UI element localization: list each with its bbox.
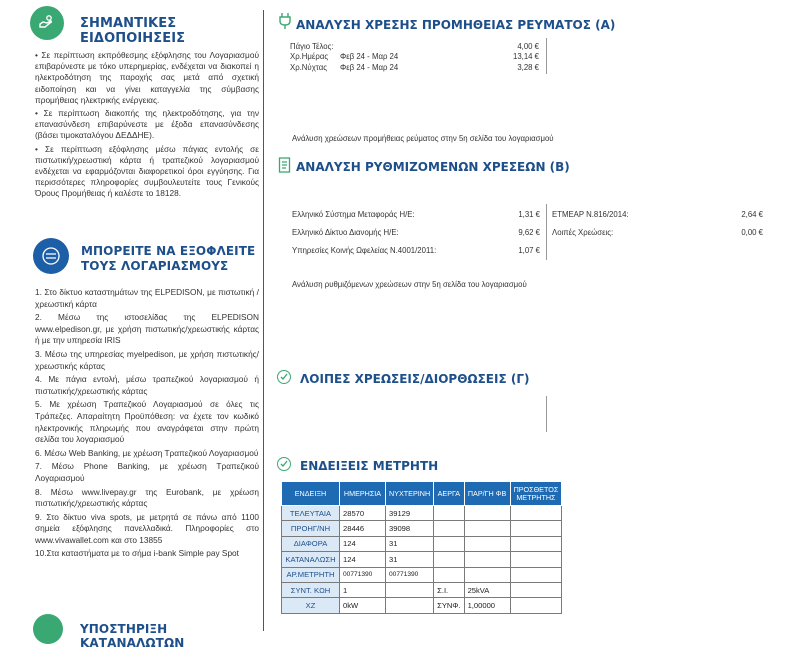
day-charge-period: Φεβ 24 - Μαρ 24 [340,52,399,61]
other-charges-label: Λοιπές Χρεώσεις: [552,228,614,237]
public-service-value: 1,07 € [518,246,540,255]
table-row [282,521,562,536]
distribution-value: 9,62 € [518,228,540,237]
day-charge-label: Χρ.Ημέρας [290,52,329,61]
table-row [282,506,562,521]
payment-item: 9. Στο δίκτυο viva spots, με μετρητά σε πάνω από 1100 σημεία εξόφλησης πανελλαδικά. Πληροφορίες στο www.vivawallet.com και στο 13855 [35,511,259,545]
table-cell [510,567,562,582]
day-charge-value: 13,14 € [512,52,539,61]
row-label: ΣΥΝΤ. ΚΩΗ [282,582,340,597]
table-cell: 00771390 [340,567,386,582]
plug-icon [278,12,292,28]
divider [546,38,547,74]
table-row [282,536,562,551]
payment-item: 8. Μέσω www.livepay.gr της Eurobank, με χρέωση πιστωτικής/χρεωστικής κάρτας [35,486,259,509]
table-cell: 1,00000 [464,598,510,613]
table-row [282,567,562,582]
table-row [282,598,562,613]
payment-item: 3. Μέσω της υπηρεσίας myelpedison, με χρήση πιστωτικής/χρεωστικής κάρτας [35,348,259,371]
table-cell [464,552,510,567]
fixed-fee-label: Πάγιο Τέλος: [290,42,334,51]
table-cell [434,521,464,536]
section-c-title: ΛΟΙΠΕΣ ΧΡΕΩΣΕΙΣ/ΔΙΟΡΘΩΣΕΙΣ (Γ) [300,372,530,386]
row-label: ΚΑΤΑΝΑΛΩΣΗ [282,552,340,567]
payment-item: 5. Με χρέωση Τραπεζικού Λογαριασμού σε όλες τις Τράπεζες. Απαραίτητη Προϋπόθεση: να έχετε τον κωδικό ηλεκτρονικής πληρωμής που αναγράφεται στην πρώτη σελίδα του λογαριασμού [35,399,259,445]
table-header-row [282,482,562,506]
table-cell: 0kW [340,598,386,613]
right-column [272,0,800,631]
notice-item: • Σε περίπτωση διακοπής της ηλεκτροδότησης, για την επανασύνδεση επιβαρύνεστε με έξοδα επανασύνδεσης (βάσει τιμοκαταλόγου ΔΕΔΔΗΕ). [35,108,259,141]
table-cell [464,536,510,551]
other-charges-value: 0,00 € [741,228,763,237]
column-header: ΕΝΔΕΙΞΗ [282,482,340,506]
divider [546,204,547,260]
table-cell [386,598,434,613]
divider [546,396,547,432]
table-cell [434,506,464,521]
column-header: ΝΥΧΤΕΡΙΝΗ [386,482,434,506]
column-header: ΑΕΡΓΑ [434,482,464,506]
table-cell: 39098 [386,521,434,536]
table-cell: 31 [386,552,434,567]
notice-hand-icon [30,6,64,40]
table-cell: 124 [340,552,386,567]
payment-item: 1. Στο δίκτυο καταστημάτων της ELPEDISON, με πιστωτική / χρεωστική κάρτα [35,287,259,309]
table-cell [510,521,562,536]
table-cell [464,521,510,536]
table-cell: 28570 [340,506,386,521]
table-cell: 00771390 [386,567,434,582]
payment-item: 4. Με πάγια εντολή, μέσω τραπεζικού λογαριασμού ή πιστωτικής/χρεωστικής κάρτας [35,374,259,396]
night-charge-label: Χρ.Νύχτας [290,63,328,72]
table-cell [434,536,464,551]
night-charge-period: Φεβ 24 - Μαρ 24 [340,63,399,72]
notices-text [35,50,259,202]
row-label: ΑΡ.ΜΕΤΡΗΤΗ [282,567,340,582]
row-label: ΤΕΛΕΥΤΑΙΑ [282,506,340,521]
column-header: ΠΑΡ/ΓΗ ΦΒ [464,482,510,506]
table-cell: 39129 [386,506,434,521]
table-cell [510,582,562,597]
support-icon [33,614,63,644]
section-b-note: Ανάλυση ρυθμιζόμενων χρεώσεων στην 5η σελίδα του λογαριασμού [292,280,527,289]
table-cell [386,582,434,597]
payment-item: 6. Μέσω Web Banking, με χρέωση Τραπεζικού Λογαριασμού [35,447,259,458]
check-icon [277,370,291,384]
public-service-label: Υπηρεσίες Κοινής Ωφελείας Ν.4001/2011: [292,246,437,255]
table-cell: 31 [386,536,434,551]
document-list-icon [278,156,292,172]
section-b-title: ΑΝΑΛΥΣΗ ΡΥΘΜΙΖΟΜΕΝΩΝ ΧΡΕΣΕΩΝ (Β) [296,160,570,174]
section-a-title: ΑΝΑΛΥΣΗ ΧΡΕΣΗΣ ΠΡΟΜΗΘΕΙΑΣ ΡΕΥΜΑΤΟΣ (Α) [296,18,616,32]
notices-title: ΣΗΜΑΝΤΙΚΕΣ ΕΙΔΟΠΟΙΗΣΕΙΣ [80,16,186,46]
fixed-fee-value: 4,00 € [517,42,539,51]
table-cell [510,506,562,521]
transmission-label: Ελληνικό Σύστημα Μεταφοράς Η/Ε: [292,210,415,219]
night-charge-value: 3,28 € [517,63,539,72]
etmear-value: 2,64 € [741,210,763,219]
column-header: ΠΡΟΣΘΕΤΟΣ ΜΕΤΡΗΤΗΣ [510,482,562,506]
table-cell: 124 [340,536,386,551]
row-label: ΠΡΟΗΓ/ΝΗ [282,521,340,536]
table-cell [434,567,464,582]
table-cell [510,598,562,613]
table-cell: ΣΥΝΦ. [434,598,464,613]
notice-item: • Σε περίπτωση εξόφλησης μέσω πάγιας εντολής σε πιστωτική/χρεωστική κάρτα ή τραπεζικού λογαριασμού ενδέχεται να εφαρμόζονται διαφορετικοί όροι εγγύησης. Για περισσότερες πληροφορίες συμβουλευτείτε τους Γενικούς Όρους Προμήθειας ή καλέστε το 18128. [35,143,259,199]
payment-item: 2. Μέσω της ιστοσελίδας της ELPEDISON www.elpedison.gr, με χρήση πιστωτικής/χρεωστικής κάρτας ή με την υπηρεσία IRIS [35,312,259,346]
payment-icon [33,238,69,274]
table-cell: 25kVA [464,582,510,597]
table-cell [510,536,562,551]
row-label: ΧΖ [282,598,340,613]
table-row [282,582,562,597]
meter-title: ΕΝΔΕΙΞΕΙΣ ΜΕΤΡΗΤΗ [300,459,439,473]
table-cell [464,567,510,582]
payment-title-line-1: ΜΠΟΡΕΙΤΕ ΝΑ ΕΞΟΦΛΕΙΤΕ [81,244,256,258]
payment-item: 7. Μέσω Phone Banking, με χρέωση Τραπεζικού Λογαριασμού [35,461,259,483]
distribution-label: Ελληνικό Δίκτυο Διανομής Η/Ε: [292,228,399,237]
table-row [282,552,562,567]
check-icon [277,457,291,471]
payment-item: 10.Στα καταστήματα με το σήμα i-bank Simple pay Spot [35,548,239,559]
section-a-note: Ανάλυση χρεώσεων προμήθειας ρεύματος στην 5η σελίδα του λογαριασμού [292,134,554,143]
etmear-label: ΕΤΜΕΑΡ Ν.816/2014: [552,210,629,219]
column-divider [263,10,264,631]
table-cell: 1 [340,582,386,597]
table-cell [510,552,562,567]
support-title: ΥΠΟΣΤΗΡΙΞΗ ΚΑΤΑΝΑΛΩΤΩΝ [80,622,185,650]
row-label: ΔΙΑΦΟΡΑ [282,536,340,551]
table-cell: Σ.Ι. [434,582,464,597]
table-cell: 28446 [340,521,386,536]
column-header: ΗΜΕΡΗΣΙΑ [340,482,386,506]
table-cell [464,506,510,521]
table-cell [434,552,464,567]
payment-title-line-2: ΤΟΥΣ ΛΟΓΑΡΙΑΣΜΟΥΣ [81,259,229,273]
payment-methods [35,287,259,562]
notice-item: • Σε περίπτωση εκπρόθεσμης εξόφλησης του Λογαριασμού επιβαρύνεστε με τόκο υπερημερίας, ενδέχεται να διακοπεί η ηλεκτροδότηση της παροχής σας μετά από σχετική ειδοποίηση και να γίνει καταγγελία της σύμβασης προμήθειας ηλεκτρικής ενέργειας. [35,50,259,105]
meter-readings-table [281,481,562,614]
left-column [0,0,264,650]
transmission-value: 1,31 € [518,210,540,219]
